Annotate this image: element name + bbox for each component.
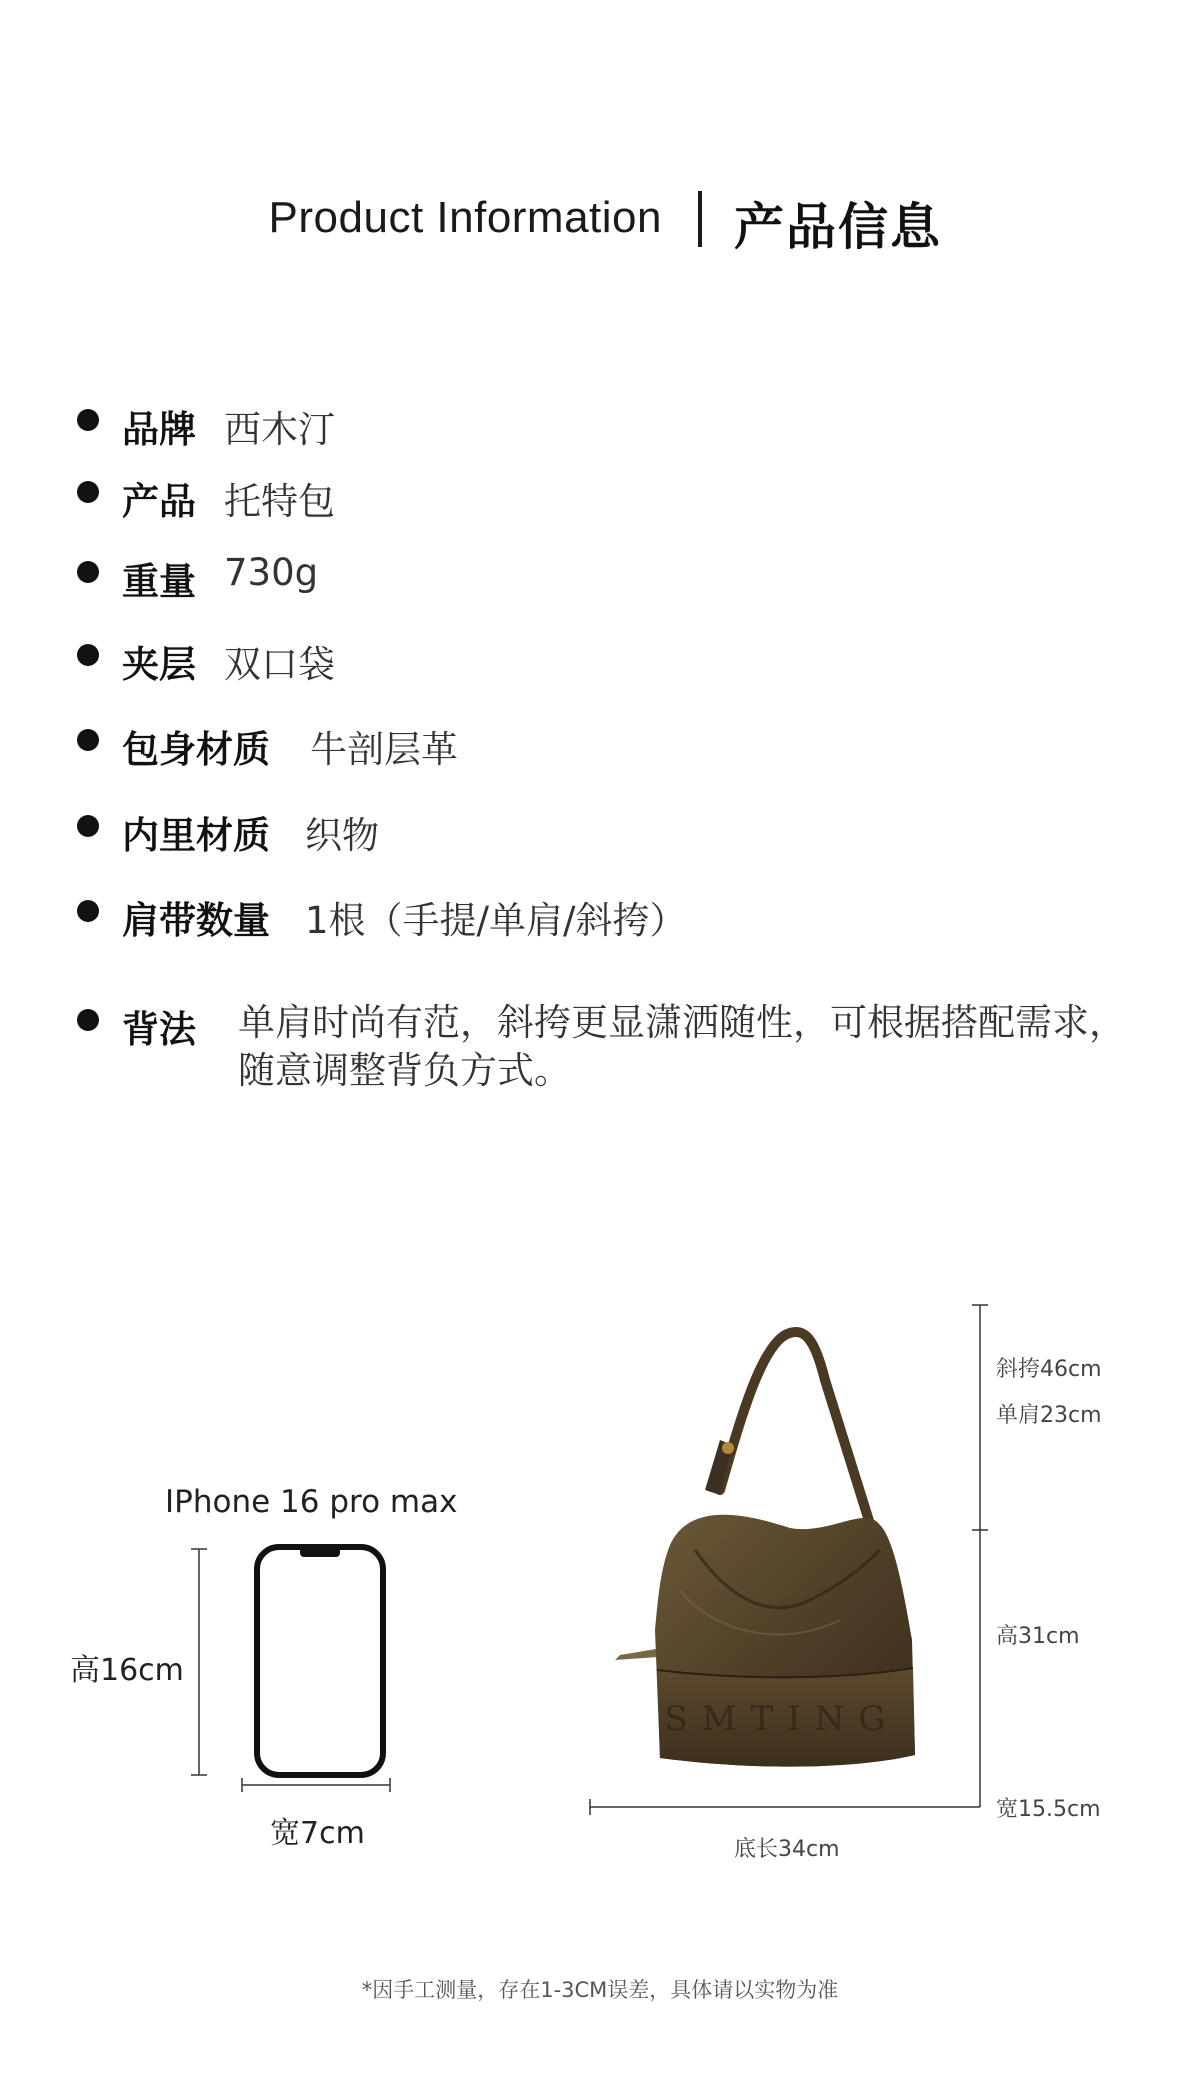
bullet-icon: [77, 900, 99, 922]
phone-width-label: 宽7cm: [270, 1816, 365, 1851]
phone-height-label: 高16cm: [70, 1653, 184, 1688]
spec-value: 1根（手提/单肩/斜挎）: [305, 899, 687, 942]
spec-row-product: [0, 467, 1200, 523]
spec-label: 内里材质: [122, 814, 270, 857]
spec-value: 托特包: [224, 480, 335, 523]
bag-base-length-label: 底长34cm: [734, 1837, 840, 1862]
shoulder-length-label: 单肩23cm: [996, 1403, 1102, 1428]
spec-row-compartment: [0, 630, 1200, 686]
bullet-icon: [77, 481, 99, 503]
spec-row-body-material: [0, 715, 1200, 771]
spec-value: 牛剖层革: [310, 728, 458, 771]
bag-depth-label: 宽15.5cm: [996, 1797, 1101, 1822]
header-divider: [698, 191, 702, 247]
spec-label: 产品: [122, 480, 196, 523]
spec-label: 包身材质: [122, 728, 270, 771]
bullet-icon: [77, 729, 99, 751]
spec-row-brand: [0, 395, 1200, 451]
phone-title: IPhone 16 pro max: [165, 1484, 458, 1520]
phone-outline-drawing: [185, 1535, 405, 1795]
spec-row-strap-count: [0, 886, 1200, 942]
spec-row-lining-material: [0, 801, 1200, 857]
spec-label: 肩带数量: [122, 899, 270, 942]
phone-width-dimension: [238, 1775, 398, 1795]
spec-value: 730g: [224, 551, 319, 594]
bag-height-label: 高31cm: [996, 1624, 1080, 1649]
bullet-icon: [77, 561, 99, 583]
crossbody-length-label: 斜挎46cm: [996, 1357, 1102, 1382]
bullet-icon: [77, 409, 99, 431]
phone-body-icon: [257, 1547, 383, 1775]
spec-value: 西木汀: [224, 408, 335, 451]
usage-line: 随意调整背负方式。: [238, 1049, 571, 1092]
spec-row-wearing-style: [0, 995, 1200, 1095]
phone-notch-icon: [300, 1547, 340, 1557]
usage-line: 单肩时尚有范，斜挎更显潇洒随性，可根据搭配需求，: [238, 1001, 1126, 1044]
spec-label: 品牌: [122, 408, 196, 451]
spec-label: 重量: [122, 560, 196, 603]
spec-value: 织物: [305, 814, 379, 857]
bullet-icon: [77, 644, 99, 666]
measurement-note: *因手工测量，存在1-3CM误差，具体请以实物为准: [361, 1978, 839, 2002]
spec-label: 背法: [122, 1008, 196, 1051]
bullet-icon: [77, 815, 99, 837]
header-title-cn: 产品信息: [734, 198, 942, 256]
page-header: [0, 185, 1200, 255]
bag-emboss-text: SMTING: [664, 1699, 900, 1739]
spec-row-weight: [0, 547, 1200, 603]
spec-value: 双口袋: [224, 643, 335, 686]
header-title-en: Product Information: [268, 193, 662, 242]
spec-label: 夹层: [122, 643, 196, 686]
bullet-icon: [77, 1009, 99, 1031]
usage-description: [238, 999, 1138, 1095]
bag-dimension-lines: [580, 1295, 1000, 1825]
